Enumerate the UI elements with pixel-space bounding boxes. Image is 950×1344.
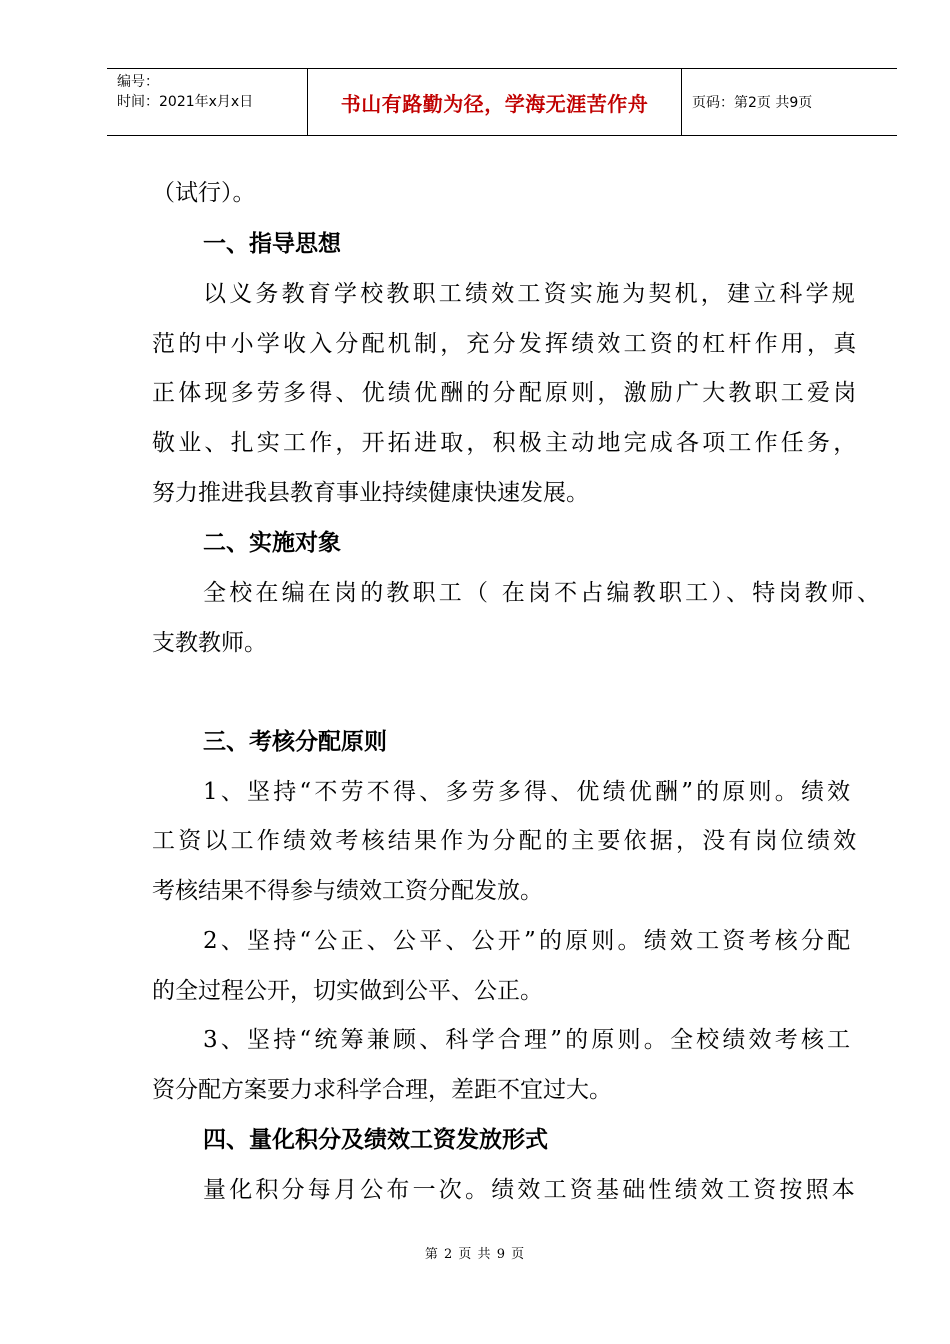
document-number-label: 编号： — [117, 74, 159, 90]
section-heading: 四、量化积分及绩效工资发放形式 — [203, 1127, 548, 1153]
header-motto-cell — [308, 69, 682, 135]
body-line: 量化积分每月公布一次。绩效工资基础性绩效工资按照本 — [203, 1177, 858, 1203]
body-line: 工资以工作绩效考核结果作为分配的主要依据，没有岗位绩效 — [152, 828, 860, 854]
body-line: 敬业、扎实工作，开拓进取，积极主动地完成各项工作任务， — [152, 430, 860, 456]
body-line: 范的中小学收入分配机制，充分发挥绩效工资的杠杆作用，真 — [152, 331, 860, 357]
page-header — [107, 68, 897, 136]
body-line: 资分配方案要力求科学合理，差距不宜过大。 — [152, 1077, 612, 1103]
header-page-cell — [682, 69, 897, 135]
document-date-label: 时间：2021年x月x日 — [117, 94, 254, 110]
body-line: 全校在编在岗的教职工（ 在岗不占编教职工）、特岗教师、 — [203, 580, 884, 606]
section-heading: 二、实施对象 — [203, 530, 341, 556]
section-heading: 三、考核分配原则 — [203, 729, 387, 755]
header-page-label: 页码：第2页 共9页 — [692, 95, 813, 111]
header-motto: 书山有路勤为径，学海无涯苦作舟 — [340, 91, 649, 116]
body-line: 正体现多劳多得、优绩优酬的分配原则，激励广大教职工爱岗 — [152, 380, 860, 406]
body-line: 2、坚持“公正、公平、公开”的原则。绩效工资考核分配 — [203, 928, 854, 954]
section-heading: 一、指导思想 — [203, 231, 341, 257]
body-line: 以义务教育学校教职工绩效工资实施为契机，建立科学规 — [203, 281, 858, 307]
page-footer: 第 2 页 共 9 页 — [424, 1247, 526, 1262]
body-line: 努力推进我县教育事业持续健康快速发展。 — [152, 480, 589, 506]
body-line: 1、坚持“不劳不得、多劳多得、优绩优酬”的原则。绩效 — [203, 779, 854, 805]
body-line: 3、坚持“统筹兼顾、科学合理”的原则。全校绩效考核工 — [203, 1027, 854, 1053]
body-line: 考核结果不得参与绩效工资分配发放。 — [152, 878, 543, 904]
body-line: 支教教师。 — [152, 630, 267, 656]
header-meta-cell — [107, 69, 308, 135]
body-line: 的全过程公开，切实做到公平、公正。 — [152, 978, 543, 1004]
body-line: （试行）。 — [152, 180, 256, 206]
